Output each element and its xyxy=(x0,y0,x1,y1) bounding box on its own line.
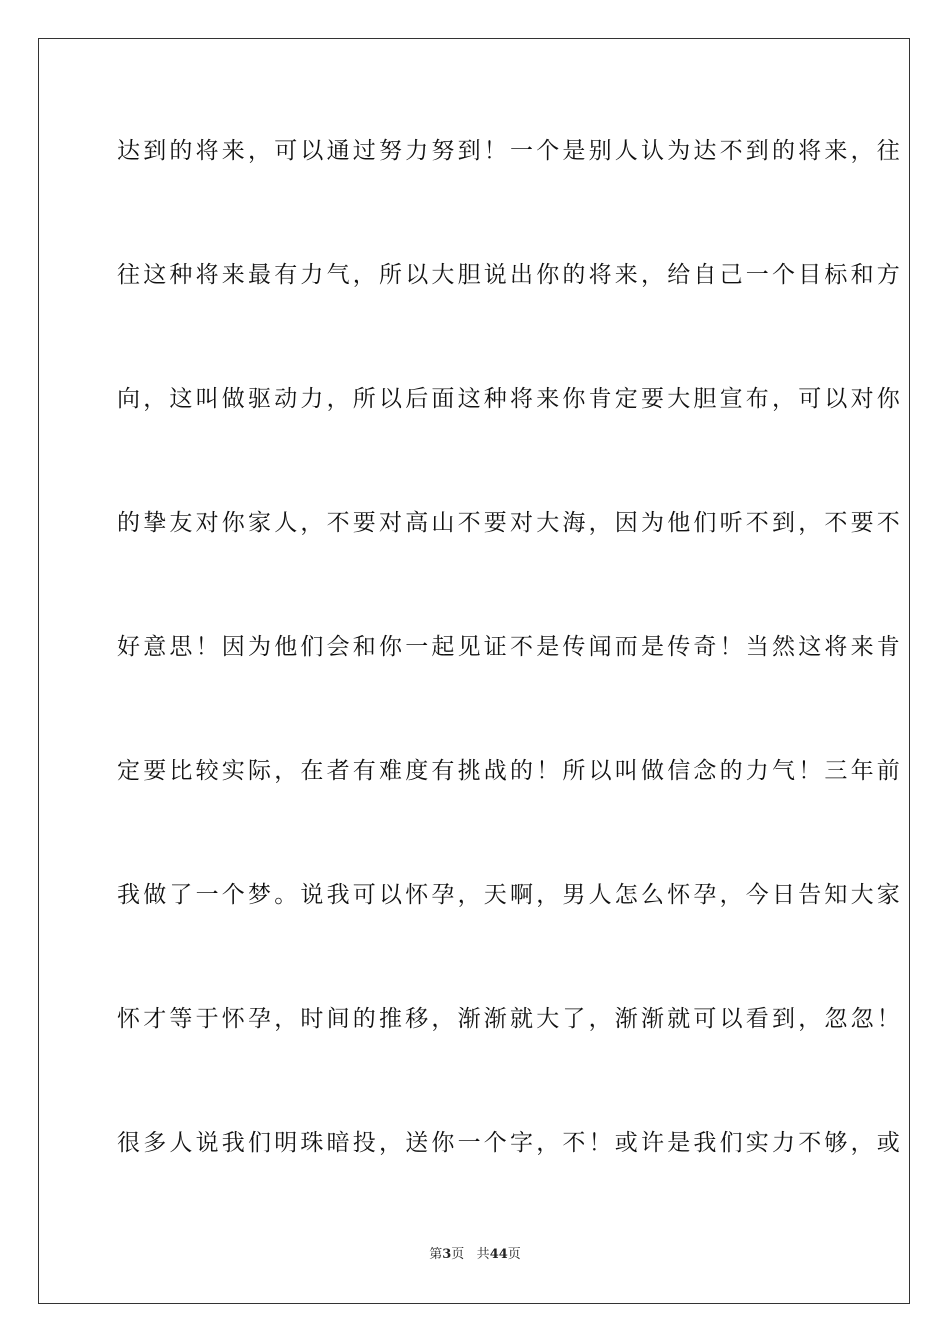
text-line-9: 很多人说我们明珠暗投，送你一个字，不！或许是我们实力不够，或 xyxy=(117,1130,903,1156)
page-footer xyxy=(0,1246,950,1264)
total-page-count: 44 xyxy=(489,1247,508,1262)
text-line-4: 的挚友对你家人，不要对高山不要对大海，因为他们听不到，不要不 xyxy=(117,510,903,536)
text-line-8: 怀才等于怀孕，时间的推移，渐渐就大了，渐渐就可以看到，忽忽！ xyxy=(117,1006,903,1032)
text-line-1: 达到的将来，可以通过努力努到！一个是别人认为达不到的将来，往 xyxy=(117,138,903,164)
page-border xyxy=(38,38,910,1304)
page-suffix: 页 xyxy=(451,1247,465,1262)
total-suffix: 页 xyxy=(507,1247,521,1262)
text-line-5: 好意思！因为他们会和你一起见证不是传闻而是传奇！当然这将来肯 xyxy=(117,634,903,660)
text-line-7: 我做了一个梦。说我可以怀孕，天啊，男人怎么怀孕，今日告知大家 xyxy=(117,882,903,908)
text-line-2: 往这种将来最有力气，所以大胆说出你的将来，给自己一个目标和方 xyxy=(117,262,903,288)
text-line-6: 定要比较实际，在者有难度有挑战的！所以叫做信念的力气！三年前 xyxy=(117,758,903,784)
page-prefix: 第 xyxy=(429,1247,443,1262)
text-line-3: 向，这叫做驱动力，所以后面这种将来你肯定要大胆宣布，可以对你 xyxy=(117,386,903,412)
total-prefix: 共 xyxy=(476,1247,490,1262)
current-page-number: 3 xyxy=(442,1247,452,1262)
